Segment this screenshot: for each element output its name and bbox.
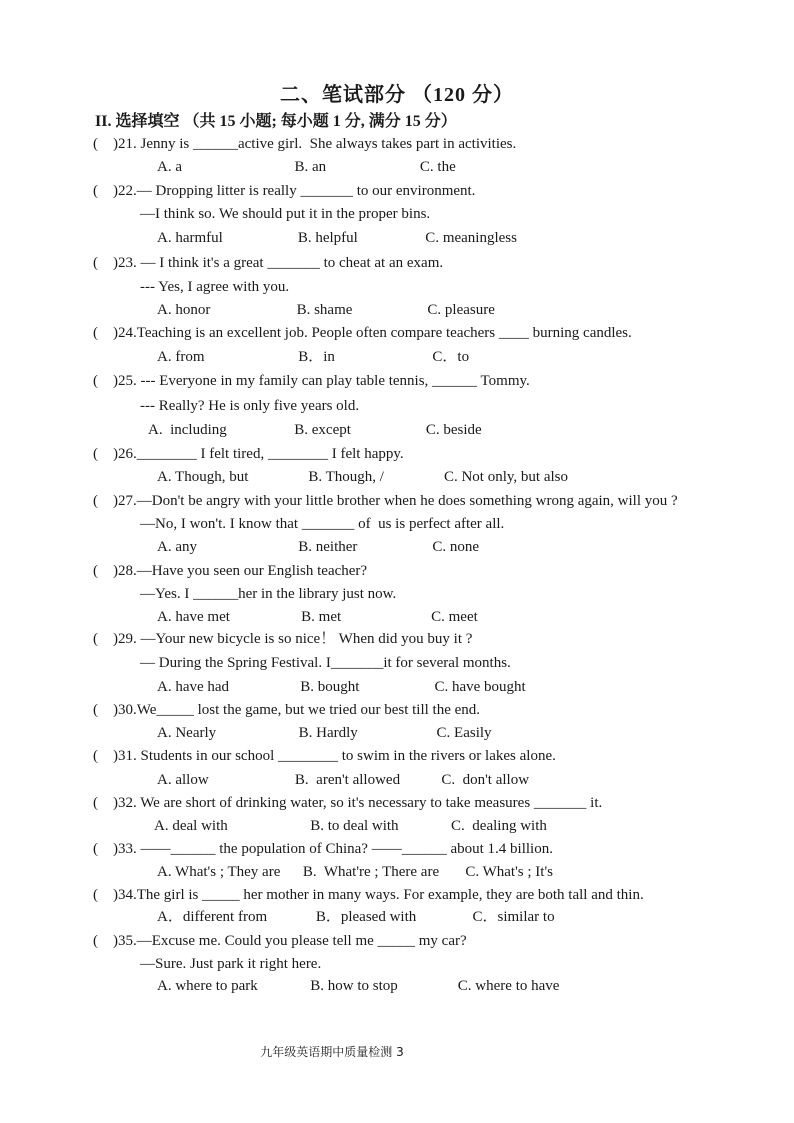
option-line: A. any B. neither C. none	[157, 539, 480, 555]
option-line: A. a B. an C. the	[157, 159, 456, 175]
option-line: A. harmful B. helpful C. meaningless	[157, 230, 517, 246]
option-line: A. What's ; They are B. What're ; There are C. What's ; It's	[157, 864, 553, 880]
section-heading: II. 选择填空 （共 15 小题; 每小题 1 分, 满分 15 分）	[95, 113, 457, 130]
option-line: A. honor B. shame C. pleasure	[157, 302, 495, 318]
question-line: ( )31. Students in our school ________ to swim in the rivers or lakes alone.	[93, 748, 556, 764]
option-line: A. Nearly B. Hardly C. Easily	[157, 725, 492, 741]
option-line: A. allow B. aren't allowed C. don't allow	[157, 772, 530, 788]
page-footer: 九年级英语期中质量检测 3	[260, 1045, 404, 1059]
page-title: 二、笔试部分 （120 分）	[280, 84, 514, 106]
question-line: ( )25. --- Everyone in my family can play table tennis, ______ Tommy.	[93, 373, 530, 389]
question-line: ( )34.The girl is _____ her mother in many ways. For example, they are both tall and thin.	[93, 887, 644, 903]
question-line: ( )33. ——______ the population of China? ——______ about 1.4 billion.	[93, 841, 553, 857]
question-line: ( )28.—Have you seen our English teacher?	[93, 563, 368, 579]
question-line: ( )21. Jenny is ______active girl. She always takes part in activities.	[93, 136, 517, 152]
option-line: A. have had B. bought C. have bought	[157, 679, 526, 695]
question-line: ( )29. —Your new bicycle is so nice！ When did you buy it ?	[93, 631, 473, 647]
option-line: A. from B．in C．to	[157, 349, 470, 365]
dialogue-line: —Sure. Just park it right here.	[140, 956, 322, 972]
dialogue-line: —Yes. I ______her in the library just now.	[140, 586, 397, 602]
question-line: ( )22.— Dropping litter is really _______ to our environment.	[93, 183, 476, 199]
option-line: A. including B. except C. beside	[148, 422, 482, 438]
question-line: ( )24.Teaching is an excellent job. People often compare teachers ____ burning candles.	[93, 325, 632, 341]
dialogue-line: — During the Spring Festival. I_______it for several months.	[140, 655, 511, 671]
dialogue-line: --- Yes, I agree with you.	[140, 279, 290, 295]
question-line: ( )27.—Don't be angry with your little brother when he does something wrong again, will you ?	[93, 493, 678, 509]
question-line: ( )32. We are short of drinking water, so it's necessary to take measures _______ it.	[93, 795, 603, 811]
dialogue-line: --- Really? He is only five years old.	[140, 398, 360, 414]
dialogue-line: —No, I won't. I know that _______ of us is perfect after all.	[140, 516, 505, 532]
option-line: A. deal with B. to deal with C. dealing with	[154, 818, 547, 834]
option-line: A. where to park B. how to stop C. where to have	[157, 978, 560, 994]
question-line: ( )23. — I think it's a great _______ to cheat at an exam.	[93, 255, 444, 271]
option-line: A. have met B. met C. meet	[157, 609, 478, 625]
option-line: A. Though, but B. Though, / C. Not only, but also	[157, 469, 568, 485]
question-line: ( )26.________ I felt tired, ________ I felt happy.	[93, 446, 404, 462]
option-line: A．different from B．pleased with C．similar to	[157, 909, 555, 925]
question-line: ( )35.—Excuse me. Could you please tell me _____ my car?	[93, 933, 467, 949]
dialogue-line: —I think so. We should put it in the proper bins.	[140, 206, 431, 222]
question-line: ( )30.We_____ lost the game, but we tried our best till the end.	[93, 702, 481, 718]
